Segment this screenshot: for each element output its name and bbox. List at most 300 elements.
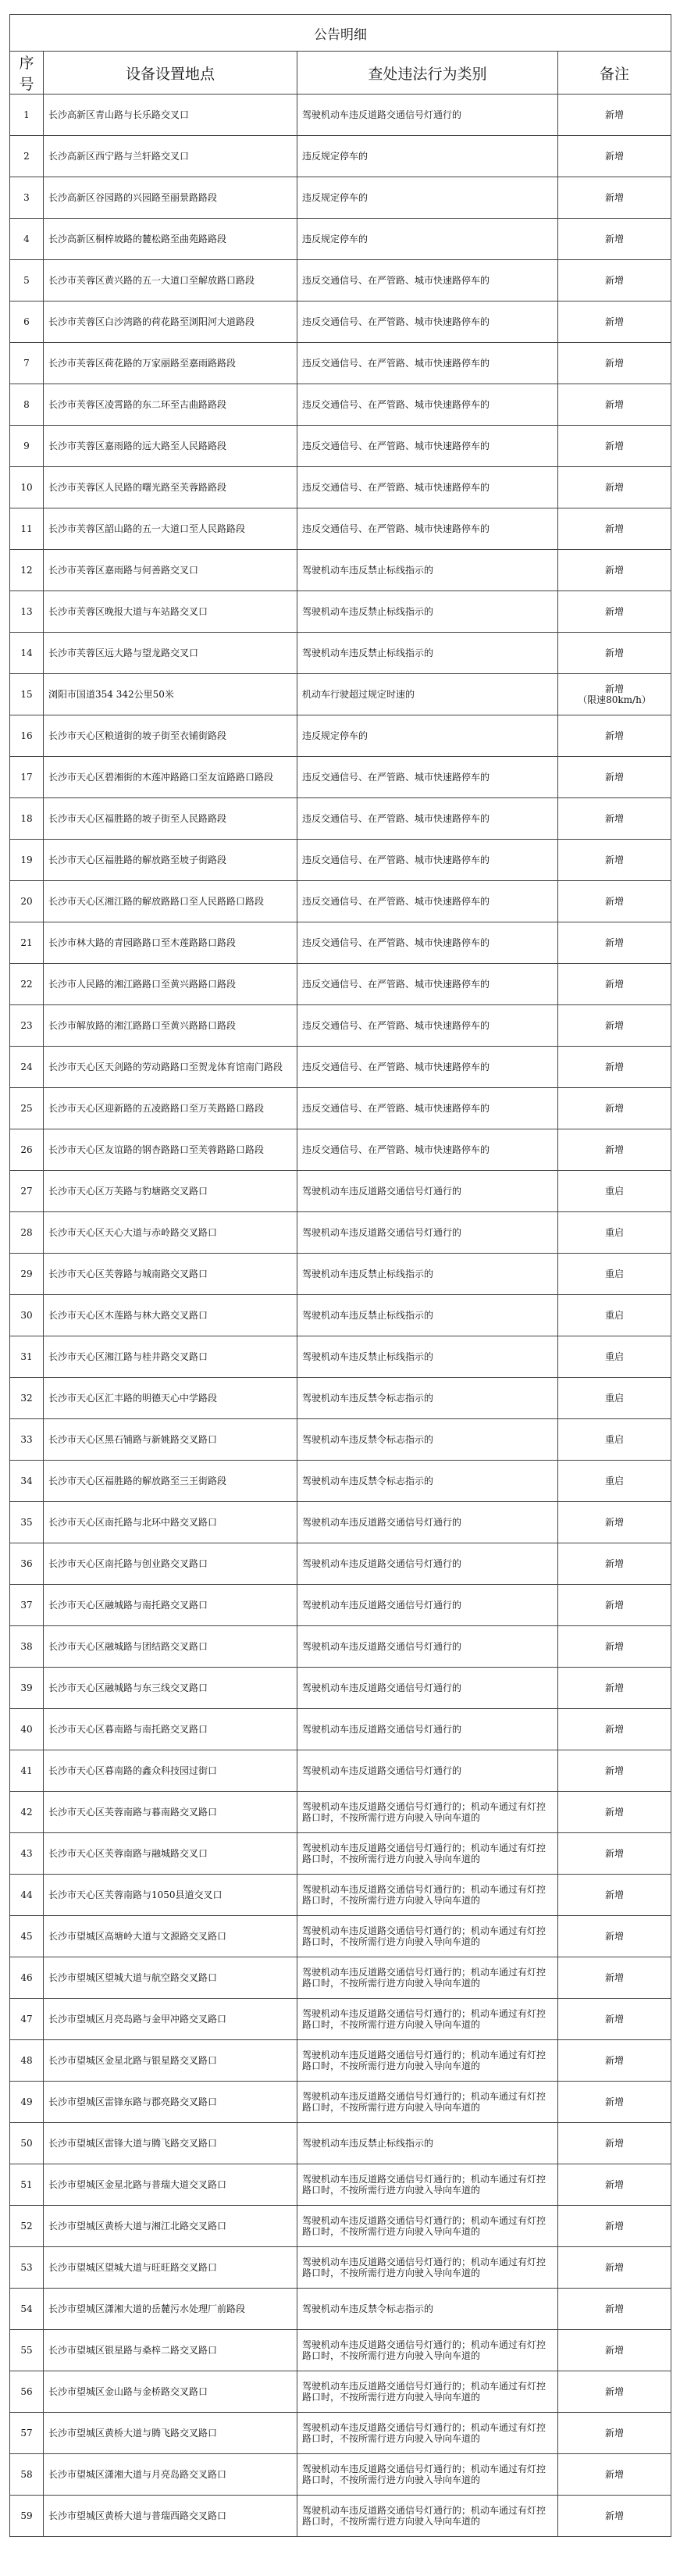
row-location: 长沙市天心区汇丰路的明德天心中学路段	[44, 1378, 297, 1419]
row-note: 新增	[558, 1129, 671, 1171]
row-note: 重启	[558, 1212, 671, 1254]
table-row	[10, 2040, 671, 2082]
table-row	[10, 1212, 671, 1254]
row-location: 长沙高新区西宁路与兰轩路交叉口	[44, 136, 297, 177]
row-location: 长沙市解放路的湘江路路口至黄兴路路口路段	[44, 1005, 297, 1047]
row-violation: 违反交通信号、在严管路、城市快速路停车的	[297, 343, 558, 384]
row-location: 长沙市望城区潇湘大道与月亮岛路交叉路口	[44, 2454, 297, 2496]
row-note: 重启	[558, 1419, 671, 1461]
row-number: 19	[10, 840, 44, 881]
table-title: 公告明细	[10, 15, 671, 52]
header-number: 序号	[10, 52, 44, 95]
table-row	[10, 467, 671, 508]
row-number: 6	[10, 301, 44, 343]
table-row	[10, 964, 671, 1005]
row-note: 重启	[558, 1254, 671, 1295]
row-number: 1	[10, 95, 44, 136]
row-location: 长沙市芙蓉区嘉雨路的远大路至人民路路段	[44, 426, 297, 467]
row-violation: 驾驶机动车违反道路交通信号灯通行的；机动车通过有灯控路口时，不按所需行进方向驶入导向车道的	[297, 1999, 558, 2040]
row-note: 新增	[558, 343, 671, 384]
row-number: 18	[10, 798, 44, 840]
row-number: 3	[10, 177, 44, 219]
row-violation: 驾驶机动车违反禁令标志指示的	[297, 2289, 558, 2330]
row-number: 43	[10, 1833, 44, 1875]
row-violation: 驾驶机动车违反道路交通信号灯通行的	[297, 1543, 558, 1585]
row-number: 39	[10, 1668, 44, 1709]
row-violation: 违反交通信号、在严管路、城市快速路停车的	[297, 881, 558, 922]
row-location: 长沙市林大路的青园路路口至木莲路路口路段	[44, 922, 297, 964]
row-note: 新增	[558, 2123, 671, 2164]
row-number: 27	[10, 1171, 44, 1212]
table-row	[10, 1047, 671, 1088]
row-number: 58	[10, 2454, 44, 2496]
row-violation: 驾驶机动车违反道路交通信号灯通行的；机动车通过有灯控路口时，不按所需行进方向驶入导向车道的	[297, 1792, 558, 1833]
row-violation: 驾驶机动车违反道路交通信号灯通行的；机动车通过有灯控路口时，不按所需行进方向驶入导向车道的	[297, 2206, 558, 2247]
row-location: 长沙市天心区友谊路的钢杏路路口至芙蓉路路口路段	[44, 1129, 297, 1171]
row-violation: 驾驶机动车违反禁止标线指示的	[297, 2123, 558, 2164]
row-note: 新增 （限速80km/h）	[558, 674, 671, 715]
row-note: 新增	[558, 1088, 671, 1129]
table-row	[10, 2206, 671, 2247]
row-violation: 违反交通信号、在严管路、城市快速路停车的	[297, 260, 558, 301]
row-location: 长沙市望城区望城大道与旺旺路交叉路口	[44, 2247, 297, 2289]
row-note: 新增	[558, 550, 671, 591]
row-note: 新增	[558, 1750, 671, 1792]
row-violation: 驾驶机动车违反禁止标线指示的	[297, 591, 558, 633]
row-note: 新增	[558, 2413, 671, 2454]
table-row	[10, 1999, 671, 2040]
row-number: 35	[10, 1502, 44, 1543]
row-note: 新增	[558, 95, 671, 136]
row-location: 长沙市天心区融城路与团结路交叉路口	[44, 1626, 297, 1668]
row-number: 36	[10, 1543, 44, 1585]
row-violation: 驾驶机动车违反道路交通信号灯通行的	[297, 1709, 558, 1750]
table-row	[10, 343, 671, 384]
row-number: 14	[10, 633, 44, 674]
notice-table	[9, 14, 671, 2537]
table-row	[10, 1336, 671, 1378]
row-location: 长沙市天心区芙蓉路与城南路交叉路口	[44, 1254, 297, 1295]
row-note: 新增	[558, 633, 671, 674]
row-number: 28	[10, 1212, 44, 1254]
row-number: 22	[10, 964, 44, 1005]
table-row	[10, 1461, 671, 1502]
row-location: 长沙高新区青山路与长乐路交叉口	[44, 95, 297, 136]
table-row	[10, 1543, 671, 1585]
row-violation: 驾驶机动车违反禁令标志指示的	[297, 1419, 558, 1461]
row-note: 重启	[558, 1461, 671, 1502]
row-violation: 驾驶机动车违反道路交通信号灯通行的；机动车通过有灯控路口时，不按所需行进方向驶入导向车道的	[297, 1875, 558, 1916]
table-body	[10, 95, 671, 2537]
table-row	[10, 1005, 671, 1047]
table-row	[10, 2082, 671, 2123]
row-note: 新增	[558, 301, 671, 343]
row-violation: 违反交通信号、在严管路、城市快速路停车的	[297, 964, 558, 1005]
table-row	[10, 1088, 671, 1129]
table-row	[10, 2247, 671, 2289]
row-note: 新增	[558, 1543, 671, 1585]
row-location: 长沙市芙蓉区凌霄路的东二环至古曲路路段	[44, 384, 297, 426]
row-violation: 违反交通信号、在严管路、城市快速路停车的	[297, 384, 558, 426]
row-location: 长沙市望城区月亮岛路与金甲冲路交叉路口	[44, 1999, 297, 2040]
table-row	[10, 1957, 671, 1999]
row-location: 长沙市天心区天剑路的劳动路路口至贺龙体育馆南门路段	[44, 1047, 297, 1088]
row-note: 新增	[558, 798, 671, 840]
row-location: 长沙市望城区高塘岭大道与文源路交叉路口	[44, 1916, 297, 1957]
row-note: 新增	[558, 1957, 671, 1999]
row-location: 长沙市天心区万芙路与豹塘路交叉路口	[44, 1171, 297, 1212]
table-header-row	[10, 52, 671, 95]
table-row	[10, 1419, 671, 1461]
row-note: 新增	[558, 1875, 671, 1916]
row-violation: 驾驶机动车违反道路交通信号灯通行的；机动车通过有灯控路口时，不按所需行进方向驶入导向车道的	[297, 2040, 558, 2082]
table-row	[10, 715, 671, 757]
row-location: 长沙市天心区福胜路的坡子街至人民路路段	[44, 798, 297, 840]
row-violation: 驾驶机动车违反道路交通信号灯通行的	[297, 1585, 558, 1626]
row-location: 长沙市天心区木莲路与林大路交叉路口	[44, 1295, 297, 1336]
row-number: 55	[10, 2330, 44, 2371]
row-location: 长沙市望城区雷锋东路与郡亮路交叉路口	[44, 2082, 297, 2123]
row-number: 5	[10, 260, 44, 301]
row-number: 15	[10, 674, 44, 715]
row-note: 新增	[558, 1709, 671, 1750]
table-row	[10, 1295, 671, 1336]
row-location: 长沙市芙蓉区嘉雨路与何善路交叉口	[44, 550, 297, 591]
table-row	[10, 260, 671, 301]
row-number: 33	[10, 1419, 44, 1461]
row-number: 53	[10, 2247, 44, 2289]
row-violation: 驾驶机动车违反道路交通信号灯通行的	[297, 1171, 558, 1212]
row-number: 7	[10, 343, 44, 384]
row-location: 长沙市天心区芙蓉南路与融城路交叉口	[44, 1833, 297, 1875]
row-violation: 违反交通信号、在严管路、城市快速路停车的	[297, 1047, 558, 1088]
row-note: 新增	[558, 2371, 671, 2413]
row-note: 新增	[558, 881, 671, 922]
row-number: 51	[10, 2164, 44, 2206]
row-number: 44	[10, 1875, 44, 1916]
row-number: 16	[10, 715, 44, 757]
row-violation: 驾驶机动车违反禁止标线指示的	[297, 550, 558, 591]
row-number: 13	[10, 591, 44, 633]
row-violation: 违反交通信号、在严管路、城市快速路停车的	[297, 508, 558, 550]
row-note: 新增	[558, 1585, 671, 1626]
row-violation: 驾驶机动车违反道路交通信号灯通行的	[297, 1750, 558, 1792]
row-note: 新增	[558, 922, 671, 964]
table-row	[10, 384, 671, 426]
row-violation: 违反交通信号、在严管路、城市快速路停车的	[297, 301, 558, 343]
row-note: 新增	[558, 508, 671, 550]
row-location: 长沙市天心区融城路与东三线交叉路口	[44, 1668, 297, 1709]
table-row	[10, 1875, 671, 1916]
row-number: 17	[10, 757, 44, 798]
row-location: 长沙市天心区暮南路的鑫众科技园过街口	[44, 1750, 297, 1792]
row-number: 40	[10, 1709, 44, 1750]
table-row	[10, 301, 671, 343]
row-number: 2	[10, 136, 44, 177]
row-note: 重启	[558, 1336, 671, 1378]
table-row	[10, 591, 671, 633]
row-number: 49	[10, 2082, 44, 2123]
table-row	[10, 1254, 671, 1295]
row-note: 新增	[558, 2164, 671, 2206]
row-note: 新增	[558, 2330, 671, 2371]
table-row	[10, 1833, 671, 1875]
table-row	[10, 633, 671, 674]
row-number: 47	[10, 1999, 44, 2040]
table-row	[10, 2413, 671, 2454]
row-location: 长沙市天心区福胜路的解放路至三王街路段	[44, 1461, 297, 1502]
table-row	[10, 1585, 671, 1626]
table-row	[10, 219, 671, 260]
row-number: 59	[10, 2496, 44, 2537]
row-note: 重启	[558, 1378, 671, 1419]
row-number: 38	[10, 1626, 44, 1668]
row-note: 新增	[558, 219, 671, 260]
row-number: 8	[10, 384, 44, 426]
row-note: 新增	[558, 1005, 671, 1047]
row-location: 长沙市天心区碧湘街的木莲冲路路口至友谊路路口路段	[44, 757, 297, 798]
row-number: 10	[10, 467, 44, 508]
row-location: 长沙市天心区湘江路与桂井路交叉路口	[44, 1336, 297, 1378]
row-location: 长沙市望城区望城大道与航空路交叉路口	[44, 1957, 297, 1999]
row-location: 长沙市芙蓉区晚报大道与车站路交叉口	[44, 591, 297, 633]
row-violation: 驾驶机动车违反道路交通信号灯通行的；机动车通过有灯控路口时，不按所需行进方向驶入导向车道的	[297, 1833, 558, 1875]
row-note: 新增	[558, 1502, 671, 1543]
row-location: 长沙市芙蓉区远大路与望龙路交叉口	[44, 633, 297, 674]
row-violation: 驾驶机动车违反道路交通信号灯通行的；机动车通过有灯控路口时，不按所需行进方向驶入导向车道的	[297, 2496, 558, 2537]
row-note: 新增	[558, 426, 671, 467]
row-violation: 违反交通信号、在严管路、城市快速路停车的	[297, 922, 558, 964]
row-number: 9	[10, 426, 44, 467]
row-location: 长沙市芙蓉区白沙湾路的荷花路至浏阳河大道路段	[44, 301, 297, 343]
table-row	[10, 2454, 671, 2496]
table-row	[10, 2289, 671, 2330]
row-violation: 驾驶机动车违反道路交通信号灯通行的；机动车通过有灯控路口时，不按所需行进方向驶入导向车道的	[297, 1916, 558, 1957]
row-note: 新增	[558, 840, 671, 881]
table-row	[10, 922, 671, 964]
row-violation: 驾驶机动车违反道路交通信号灯通行的；机动车通过有灯控路口时，不按所需行进方向驶入导向车道的	[297, 2371, 558, 2413]
row-location: 长沙市天心区南托路与创业路交叉路口	[44, 1543, 297, 1585]
row-number: 46	[10, 1957, 44, 1999]
table-row	[10, 136, 671, 177]
row-note: 新增	[558, 715, 671, 757]
row-number: 57	[10, 2413, 44, 2454]
row-note: 新增	[558, 2082, 671, 2123]
row-number: 56	[10, 2371, 44, 2413]
row-note: 新增	[558, 2247, 671, 2289]
row-number: 12	[10, 550, 44, 591]
row-location: 长沙市芙蓉区韶山路的五一大道口至人民路路段	[44, 508, 297, 550]
row-number: 21	[10, 922, 44, 964]
table-row	[10, 177, 671, 219]
row-violation: 驾驶机动车违反道路交通信号灯通行的；机动车通过有灯控路口时，不按所需行进方向驶入导向车道的	[297, 2082, 558, 2123]
table-row	[10, 1626, 671, 1668]
row-violation: 违反交通信号、在严管路、城市快速路停车的	[297, 467, 558, 508]
row-violation: 驾驶机动车违反道路交通信号灯通行的	[297, 1212, 558, 1254]
row-location: 长沙市望城区金星北路与银星路交叉路口	[44, 2040, 297, 2082]
row-note: 重启	[558, 1171, 671, 1212]
row-violation: 机动车行驶超过规定时速的	[297, 674, 558, 715]
row-violation: 驾驶机动车违反道路交通信号灯通行的	[297, 1502, 558, 1543]
row-note: 新增	[558, 2040, 671, 2082]
table-row	[10, 1916, 671, 1957]
table-row	[10, 1709, 671, 1750]
table-row	[10, 95, 671, 136]
row-number: 24	[10, 1047, 44, 1088]
table-row	[10, 1129, 671, 1171]
table-row	[10, 1502, 671, 1543]
row-violation: 驾驶机动车违反道路交通信号灯通行的；机动车通过有灯控路口时，不按所需行进方向驶入导向车道的	[297, 2247, 558, 2289]
row-location: 长沙市天心区芙蓉南路与暮南路交叉路口	[44, 1792, 297, 1833]
row-violation: 驾驶机动车违反道路交通信号灯通行的	[297, 95, 558, 136]
row-note: 新增	[558, 1668, 671, 1709]
table-row	[10, 798, 671, 840]
row-location: 长沙市天心区芙蓉南路与1050县道交叉口	[44, 1875, 297, 1916]
row-location: 长沙市天心区迎新路的五凌路路口至万芙路路口路段	[44, 1088, 297, 1129]
row-note: 新增	[558, 1792, 671, 1833]
row-number: 34	[10, 1461, 44, 1502]
row-note: 新增	[558, 964, 671, 1005]
row-location: 长沙市望城区银星路与桑梓二路交叉路口	[44, 2330, 297, 2371]
row-location: 长沙市望城区雷锋大道与腾飞路交叉路口	[44, 2123, 297, 2164]
row-violation: 违反交通信号、在严管路、城市快速路停车的	[297, 1129, 558, 1171]
row-location: 长沙市望城区金星北路与普瑞大道交叉路口	[44, 2164, 297, 2206]
header-location: 设备设置地点	[44, 52, 297, 95]
table-row	[10, 1668, 671, 1709]
row-number: 20	[10, 881, 44, 922]
row-number: 25	[10, 1088, 44, 1129]
row-violation: 驾驶机动车违反禁止标线指示的	[297, 1295, 558, 1336]
row-number: 11	[10, 508, 44, 550]
row-violation: 违反交通信号、在严管路、城市快速路停车的	[297, 840, 558, 881]
row-note: 新增	[558, 2496, 671, 2537]
table-row	[10, 508, 671, 550]
row-note: 新增	[558, 177, 671, 219]
row-violation: 违反交通信号、在严管路、城市快速路停车的	[297, 426, 558, 467]
table-row	[10, 881, 671, 922]
table-title-row	[10, 15, 671, 52]
row-number: 48	[10, 2040, 44, 2082]
row-violation: 驾驶机动车违反禁止标线指示的	[297, 1336, 558, 1378]
table-row	[10, 426, 671, 467]
row-number: 41	[10, 1750, 44, 1792]
row-location: 长沙市天心区融城路与南托路交叉路口	[44, 1585, 297, 1626]
row-location: 长沙市望城区黄桥大道与腾飞路交叉路口	[44, 2413, 297, 2454]
row-number: 4	[10, 219, 44, 260]
row-number: 29	[10, 1254, 44, 1295]
table-row	[10, 2371, 671, 2413]
row-location: 长沙市望城区金山路与金桥路交叉路口	[44, 2371, 297, 2413]
row-number: 30	[10, 1295, 44, 1336]
row-note: 新增	[558, 467, 671, 508]
table-row	[10, 674, 671, 715]
row-note: 新增	[558, 384, 671, 426]
table-row	[10, 1378, 671, 1419]
row-number: 52	[10, 2206, 44, 2247]
table-row	[10, 2496, 671, 2537]
row-note: 新增	[558, 757, 671, 798]
row-violation: 驾驶机动车违反道路交通信号灯通行的；机动车通过有灯控路口时，不按所需行进方向驶入导向车道的	[297, 2454, 558, 2496]
row-number: 42	[10, 1792, 44, 1833]
row-violation: 驾驶机动车违反道路交通信号灯通行的；机动车通过有灯控路口时，不按所需行进方向驶入导向车道的	[297, 1957, 558, 1999]
table-row	[10, 1792, 671, 1833]
row-violation: 驾驶机动车违反道路交通信号灯通行的；机动车通过有灯控路口时，不按所需行进方向驶入导向车道的	[297, 2330, 558, 2371]
row-violation: 驾驶机动车违反禁止标线指示的	[297, 1254, 558, 1295]
row-location: 长沙市望城区黄桥大道与普瑞西路交叉路口	[44, 2496, 297, 2537]
table-row	[10, 757, 671, 798]
row-note: 新增	[558, 1916, 671, 1957]
row-location: 长沙市望城区黄桥大道与湘江北路交叉路口	[44, 2206, 297, 2247]
row-number: 31	[10, 1336, 44, 1378]
row-location: 长沙市芙蓉区人民路的曙光路至芙蓉路路段	[44, 467, 297, 508]
row-violation: 驾驶机动车违反道路交通信号灯通行的	[297, 1668, 558, 1709]
table-row	[10, 1750, 671, 1792]
table-row	[10, 550, 671, 591]
row-note: 新增	[558, 2206, 671, 2247]
row-note: 新增	[558, 2454, 671, 2496]
row-violation: 驾驶机动车违反道路交通信号灯通行的；机动车通过有灯控路口时，不按所需行进方向驶入导向车道的	[297, 2413, 558, 2454]
row-location: 长沙市天心区暮南路与南托路交叉路口	[44, 1709, 297, 1750]
row-violation: 驾驶机动车违反禁令标志指示的	[297, 1378, 558, 1419]
row-number: 26	[10, 1129, 44, 1171]
row-note: 重启	[558, 1295, 671, 1336]
row-location: 长沙高新区谷园路的兴园路至丽景路路段	[44, 177, 297, 219]
row-note: 新增	[558, 260, 671, 301]
row-number: 45	[10, 1916, 44, 1957]
row-violation: 违反交通信号、在严管路、城市快速路停车的	[297, 798, 558, 840]
row-violation: 违反规定停车的	[297, 219, 558, 260]
row-location: 长沙市天心区天心大道与赤岭路交叉路口	[44, 1212, 297, 1254]
table-row	[10, 1171, 671, 1212]
row-number: 37	[10, 1585, 44, 1626]
row-location: 长沙市人民路的湘江路路口至黄兴路路口路段	[44, 964, 297, 1005]
header-violation: 查处违法行为类别	[297, 52, 558, 95]
table-row	[10, 2330, 671, 2371]
row-location: 浏阳市国道354 342公里50米	[44, 674, 297, 715]
row-note: 新增	[558, 1833, 671, 1875]
row-location: 长沙市天心区黑石铺路与新姚路交叉路口	[44, 1419, 297, 1461]
row-location: 长沙市天心区湘江路的解放路路口至人民路路口路段	[44, 881, 297, 922]
row-violation: 驾驶机动车违反禁令标志指示的	[297, 1461, 558, 1502]
row-number: 50	[10, 2123, 44, 2164]
row-location: 长沙市芙蓉区黄兴路的五一大道口至解放路口路段	[44, 260, 297, 301]
row-note: 新增	[558, 136, 671, 177]
row-violation: 违反交通信号、在严管路、城市快速路停车的	[297, 757, 558, 798]
header-note: 备注	[558, 52, 671, 95]
row-note: 新增	[558, 2289, 671, 2330]
row-number: 23	[10, 1005, 44, 1047]
row-location: 长沙市芙蓉区荷花路的万家丽路至嘉雨路路段	[44, 343, 297, 384]
row-number: 32	[10, 1378, 44, 1419]
row-location: 长沙市望城区潇湘大道的岳麓污水处理厂前路段	[44, 2289, 297, 2330]
row-violation: 违反规定停车的	[297, 136, 558, 177]
table-row	[10, 2123, 671, 2164]
row-violation: 违反规定停车的	[297, 715, 558, 757]
row-violation: 违反交通信号、在严管路、城市快速路停车的	[297, 1005, 558, 1047]
row-note: 新增	[558, 591, 671, 633]
table-row	[10, 840, 671, 881]
row-violation: 驾驶机动车违反道路交通信号灯通行的	[297, 1626, 558, 1668]
row-number: 54	[10, 2289, 44, 2330]
row-location: 长沙市天心区福胜路的解放路至坡子街路段	[44, 840, 297, 881]
row-note: 新增	[558, 1999, 671, 2040]
row-location: 长沙市天心区粮道街的坡子街至衣铺街路段	[44, 715, 297, 757]
row-violation: 违反规定停车的	[297, 177, 558, 219]
row-location: 长沙市天心区南托路与北环中路交叉路口	[44, 1502, 297, 1543]
table-row	[10, 2164, 671, 2206]
row-violation: 违反交通信号、在严管路、城市快速路停车的	[297, 1088, 558, 1129]
row-violation: 驾驶机动车违反道路交通信号灯通行的；机动车通过有灯控路口时，不按所需行进方向驶入导向车道的	[297, 2164, 558, 2206]
